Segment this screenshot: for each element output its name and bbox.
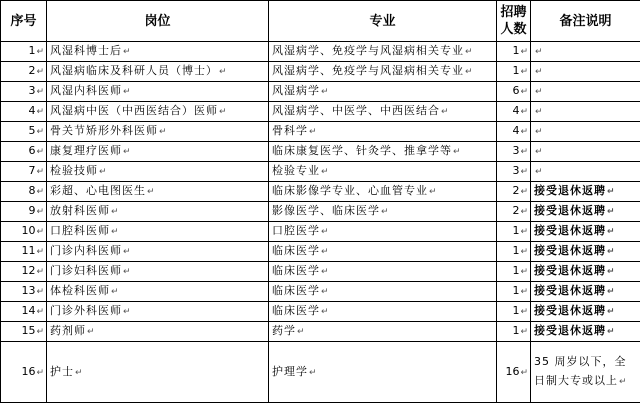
cell-position: [47, 42, 269, 62]
cell-position: [47, 102, 269, 122]
cell-count: [497, 182, 531, 202]
cell-index-text: 5: [28, 124, 36, 137]
cell-count: [497, 82, 531, 102]
cell-note-text: 接受退休返聘: [534, 204, 606, 217]
cell-position: [47, 242, 269, 262]
paragraph-mark: ↵: [36, 327, 44, 337]
cell-major-text: 影像医学、临床医学: [272, 204, 380, 217]
paragraph-mark: ↵: [465, 47, 474, 57]
paragraph-mark: ↵: [520, 67, 528, 77]
table-row: [1, 222, 640, 242]
paragraph-mark: ↵: [36, 127, 44, 137]
paragraph-mark: ↵: [465, 67, 474, 77]
cell-major: [269, 42, 497, 62]
paragraph-mark: ↵: [36, 107, 44, 117]
cell-position-text: 风湿内科医师: [50, 84, 122, 97]
paragraph-mark: ↵: [453, 147, 462, 157]
cell-index-text: 1: [28, 44, 36, 57]
paragraph-mark: ↵: [607, 267, 616, 277]
table-row: [1, 282, 640, 302]
cell-index: [1, 262, 47, 282]
table-row: [1, 82, 640, 102]
paragraph-mark: ↵: [607, 327, 616, 337]
cell-major-text: 风湿病学、免疫学与风湿病相关专业: [272, 44, 464, 57]
cell-position-text: 检验技师: [50, 164, 98, 177]
cell-major-text: 风湿病学: [272, 84, 320, 97]
cell-major: [269, 62, 497, 82]
cell-index: [1, 102, 47, 122]
paragraph-mark: ↵: [36, 227, 44, 237]
cell-index: [1, 222, 47, 242]
header-major: 专业: [269, 1, 497, 42]
cell-note: [531, 102, 640, 122]
cell-index: [1, 322, 47, 342]
cell-note-text: 接受退休返聘: [534, 324, 606, 337]
cell-major: [269, 222, 497, 242]
paragraph-mark: ↵: [159, 127, 168, 137]
cell-position-text: 口腔科医师: [50, 224, 110, 237]
cell-note-text: 接受退休返聘: [534, 184, 606, 197]
cell-position-text: 护士: [50, 364, 74, 378]
cell-position: [47, 322, 269, 342]
cell-index: [1, 182, 47, 202]
table-body: [1, 42, 640, 403]
cell-position-text: 门诊内科医师: [50, 244, 122, 257]
cell-major: [269, 102, 497, 122]
paragraph-mark: ↵: [111, 207, 120, 217]
paragraph-mark: ↵: [429, 187, 438, 197]
paragraph-mark: ↵: [87, 327, 96, 337]
cell-count-text: 6: [512, 84, 520, 97]
cell-major: [269, 202, 497, 222]
paragraph-mark: ↵: [36, 287, 44, 297]
cell-position-text: 风湿科博士后: [50, 44, 122, 57]
paragraph-mark: ↵: [520, 207, 528, 217]
paragraph-mark: ↵: [297, 327, 306, 337]
paragraph-mark: ↵: [36, 47, 44, 57]
paragraph-mark: ↵: [321, 87, 330, 97]
cell-count-text: 4: [512, 104, 520, 117]
cell-position-text: 放射科医师: [50, 204, 110, 217]
header-note: 备注说明: [531, 1, 640, 42]
paragraph-mark: ↵: [535, 87, 544, 97]
table-row: [1, 202, 640, 222]
cell-count: [497, 202, 531, 222]
paragraph-mark: ↵: [309, 367, 318, 378]
paragraph-mark: ↵: [99, 167, 108, 177]
paragraph-mark: ↵: [520, 47, 528, 57]
table-row: [1, 42, 640, 62]
paragraph-mark: ↵: [75, 367, 84, 378]
table-row: [1, 322, 640, 342]
cell-position-text: 骨关节矫形外科医师: [50, 124, 158, 137]
cell-count-text: 16: [505, 364, 520, 378]
cell-note-text: 接受退休返聘: [534, 284, 606, 297]
table-row: [1, 342, 640, 403]
cell-count-text: 1: [512, 224, 520, 237]
paragraph-mark: ↵: [619, 377, 628, 387]
paragraph-mark: ↵: [123, 147, 132, 157]
cell-index-text: 9: [28, 204, 36, 217]
cell-note-text: 接受退休返聘: [534, 304, 606, 317]
cell-major: [269, 122, 497, 142]
cell-count: [497, 222, 531, 242]
table-row: [1, 182, 640, 202]
cell-note-text: 35 周岁以下，全日制大专或以上: [534, 355, 627, 387]
paragraph-mark: ↵: [321, 167, 330, 177]
cell-count-text: 1: [512, 64, 520, 77]
header-count-line-2: 人数: [500, 22, 527, 37]
cell-count: [497, 302, 531, 322]
cell-position-text: 风湿病临床及科研人员（博士）: [50, 64, 218, 77]
paragraph-mark: ↵: [321, 307, 330, 317]
paragraph-mark: ↵: [520, 327, 528, 337]
paragraph-mark: ↵: [535, 107, 544, 117]
cell-index: [1, 302, 47, 322]
paragraph-mark: ↵: [111, 287, 120, 297]
cell-index: [1, 342, 47, 403]
cell-index: [1, 42, 47, 62]
cell-note: [531, 222, 640, 242]
paragraph-mark: ↵: [535, 47, 544, 57]
cell-position-text: 药剂师: [50, 324, 86, 337]
cell-count-text: 1: [512, 244, 520, 257]
cell-count-text: 1: [512, 264, 520, 277]
cell-position-text: 体检科医师: [50, 284, 110, 297]
cell-position-text: 康复理疗医师: [50, 144, 122, 157]
header-index: 序号: [1, 1, 47, 42]
paragraph-mark: ↵: [36, 267, 44, 277]
cell-major-text: 护理学: [272, 364, 308, 378]
cell-index: [1, 162, 47, 182]
paragraph-mark: ↵: [219, 107, 228, 117]
cell-index-text: 8: [28, 184, 36, 197]
table-row: [1, 122, 640, 142]
cell-count-text: 4: [512, 124, 520, 137]
paragraph-mark: ↵: [607, 287, 616, 297]
cell-position-text: 门诊妇科医师: [50, 264, 122, 277]
cell-position: [47, 342, 269, 403]
cell-position: [47, 262, 269, 282]
cell-major: [269, 282, 497, 302]
cell-major-text: 药学: [272, 324, 296, 337]
cell-count: [497, 342, 531, 403]
table-row: [1, 242, 640, 262]
paragraph-mark: ↵: [520, 267, 528, 277]
cell-position: [47, 82, 269, 102]
cell-major-text: 临床医学: [272, 264, 320, 277]
cell-major: [269, 142, 497, 162]
cell-position-text: 彩超、心电图医生: [50, 184, 146, 197]
paragraph-mark: ↵: [520, 307, 528, 317]
cell-position-text: 门诊外科医师: [50, 304, 122, 317]
cell-major-text: 口腔医学: [272, 224, 320, 237]
cell-major-text: 骨科学: [272, 124, 308, 137]
paragraph-mark: ↵: [321, 267, 330, 277]
cell-major: [269, 242, 497, 262]
cell-major: [269, 262, 497, 282]
table-row: [1, 302, 640, 322]
paragraph-mark: ↵: [520, 287, 528, 297]
cell-note: [531, 142, 640, 162]
cell-major-text: 临床康复医学、针灸学、推拿学等: [272, 144, 452, 157]
paragraph-mark: ↵: [535, 147, 544, 157]
cell-count: [497, 162, 531, 182]
cell-note: [531, 322, 640, 342]
paragraph-mark: ↵: [520, 227, 528, 237]
paragraph-mark: ↵: [607, 247, 616, 257]
cell-position-text: 风湿病中医（中西医结合）医师: [50, 104, 218, 117]
paragraph-mark: ↵: [36, 367, 44, 378]
paragraph-mark: ↵: [535, 167, 544, 177]
paragraph-mark: ↵: [36, 247, 44, 257]
cell-position: [47, 302, 269, 322]
cell-index: [1, 242, 47, 262]
paragraph-mark: ↵: [520, 367, 528, 378]
cell-note: [531, 82, 640, 102]
table-row: [1, 142, 640, 162]
paragraph-mark: ↵: [309, 127, 318, 137]
paragraph-mark: ↵: [321, 287, 330, 297]
cell-major-text: 临床医学: [272, 304, 320, 317]
cell-index: [1, 82, 47, 102]
cell-index-text: 4: [28, 104, 36, 117]
paragraph-mark: ↵: [520, 107, 528, 117]
cell-note: [531, 242, 640, 262]
table-row: [1, 262, 640, 282]
cell-position: [47, 122, 269, 142]
cell-major: [269, 322, 497, 342]
cell-position: [47, 62, 269, 82]
paragraph-mark: ↵: [520, 147, 528, 157]
cell-note: [531, 262, 640, 282]
cell-count-text: 1: [512, 304, 520, 317]
paragraph-mark: ↵: [520, 187, 528, 197]
paragraph-mark: ↵: [535, 127, 544, 137]
cell-major: [269, 162, 497, 182]
cell-major-text: 检验专业: [272, 164, 320, 177]
cell-major: [269, 342, 497, 403]
cell-count-text: 3: [512, 164, 520, 177]
cell-major-text: 风湿病学、免疫学与风湿病相关专业: [272, 64, 464, 77]
cell-position: [47, 142, 269, 162]
paragraph-mark: ↵: [123, 87, 132, 97]
cell-major: [269, 182, 497, 202]
paragraph-mark: ↵: [520, 87, 528, 97]
header-count-line-1: 招聘: [500, 5, 527, 20]
cell-major-text: 风湿病学、中医学、中西医结合: [272, 104, 440, 117]
paragraph-mark: ↵: [36, 187, 44, 197]
cell-note: [531, 342, 640, 403]
paragraph-mark: ↵: [123, 247, 132, 257]
paragraph-mark: ↵: [36, 167, 44, 177]
cell-note: [531, 122, 640, 142]
paragraph-mark: ↵: [520, 127, 528, 137]
cell-count: [497, 282, 531, 302]
cell-index: [1, 142, 47, 162]
paragraph-mark: ↵: [607, 207, 616, 217]
paragraph-mark: ↵: [147, 187, 156, 197]
paragraph-mark: ↵: [123, 47, 132, 57]
cell-position: [47, 162, 269, 182]
paragraph-mark: ↵: [441, 107, 450, 117]
cell-position: [47, 282, 269, 302]
paragraph-mark: ↵: [607, 307, 616, 317]
cell-major: [269, 82, 497, 102]
cell-count-text: 1: [512, 284, 520, 297]
paragraph-mark: ↵: [219, 67, 228, 77]
cell-note-text: 接受退休返聘: [534, 264, 606, 277]
cell-note: [531, 42, 640, 62]
cell-index-text: 16: [21, 364, 36, 378]
cell-count-text: 1: [512, 324, 520, 337]
paragraph-mark: ↵: [36, 87, 44, 97]
cell-index: [1, 282, 47, 302]
cell-index-text: 6: [28, 144, 36, 157]
cell-note-text: 接受退休返聘: [534, 224, 606, 237]
cell-index-text: 7: [28, 164, 36, 177]
table-header-row: [1, 1, 640, 42]
cell-count-text: 1: [512, 44, 520, 57]
cell-count: [497, 62, 531, 82]
cell-index: [1, 62, 47, 82]
cell-note-text: 接受退休返聘: [534, 244, 606, 257]
table-row: [1, 62, 640, 82]
paragraph-mark: ↵: [520, 247, 528, 257]
cell-position: [47, 202, 269, 222]
cell-count: [497, 42, 531, 62]
cell-note: [531, 202, 640, 222]
cell-major-text: 临床影像学专业、心血管专业: [272, 184, 428, 197]
cell-note: [531, 282, 640, 302]
cell-index-text: 10: [21, 224, 36, 237]
cell-index-text: 11: [21, 244, 36, 257]
cell-major-text: 临床医学: [272, 284, 320, 297]
paragraph-mark: ↵: [321, 227, 330, 237]
cell-position: [47, 222, 269, 242]
cell-count: [497, 102, 531, 122]
cell-note: [531, 182, 640, 202]
paragraph-mark: ↵: [36, 307, 44, 317]
cell-note: [531, 62, 640, 82]
table-row: [1, 162, 640, 182]
header-count: [497, 1, 531, 42]
paragraph-mark: ↵: [36, 67, 44, 77]
cell-major: [269, 302, 497, 322]
cell-index-text: 14: [21, 304, 36, 317]
cell-count: [497, 142, 531, 162]
cell-count: [497, 122, 531, 142]
cell-index-text: 3: [28, 84, 36, 97]
cell-position: [47, 182, 269, 202]
paragraph-mark: ↵: [111, 227, 120, 237]
cell-note: [531, 302, 640, 322]
table-row: [1, 102, 640, 122]
paragraph-mark: ↵: [321, 247, 330, 257]
cell-count-text: 3: [512, 144, 520, 157]
paragraph-mark: ↵: [36, 147, 44, 157]
cell-count-text: 2: [512, 184, 520, 197]
paragraph-mark: ↵: [607, 187, 616, 197]
cell-major-text: 临床医学: [272, 244, 320, 257]
cell-index-text: 2: [28, 64, 36, 77]
cell-count: [497, 322, 531, 342]
cell-count: [497, 262, 531, 282]
paragraph-mark: ↵: [607, 227, 616, 237]
cell-count: [497, 242, 531, 262]
cell-index: [1, 202, 47, 222]
paragraph-mark: ↵: [123, 307, 132, 317]
cell-index: [1, 122, 47, 142]
cell-note: [531, 162, 640, 182]
paragraph-mark: ↵: [535, 67, 544, 77]
paragraph-mark: ↵: [36, 207, 44, 217]
cell-index-text: 15: [21, 324, 36, 337]
paragraph-mark: ↵: [520, 167, 528, 177]
paragraph-mark: ↵: [123, 267, 132, 277]
cell-index-text: 13: [21, 284, 36, 297]
header-position: 岗位: [47, 1, 269, 42]
paragraph-mark: ↵: [381, 207, 390, 217]
cell-count-text: 2: [512, 204, 520, 217]
cell-index-text: 12: [21, 264, 36, 277]
